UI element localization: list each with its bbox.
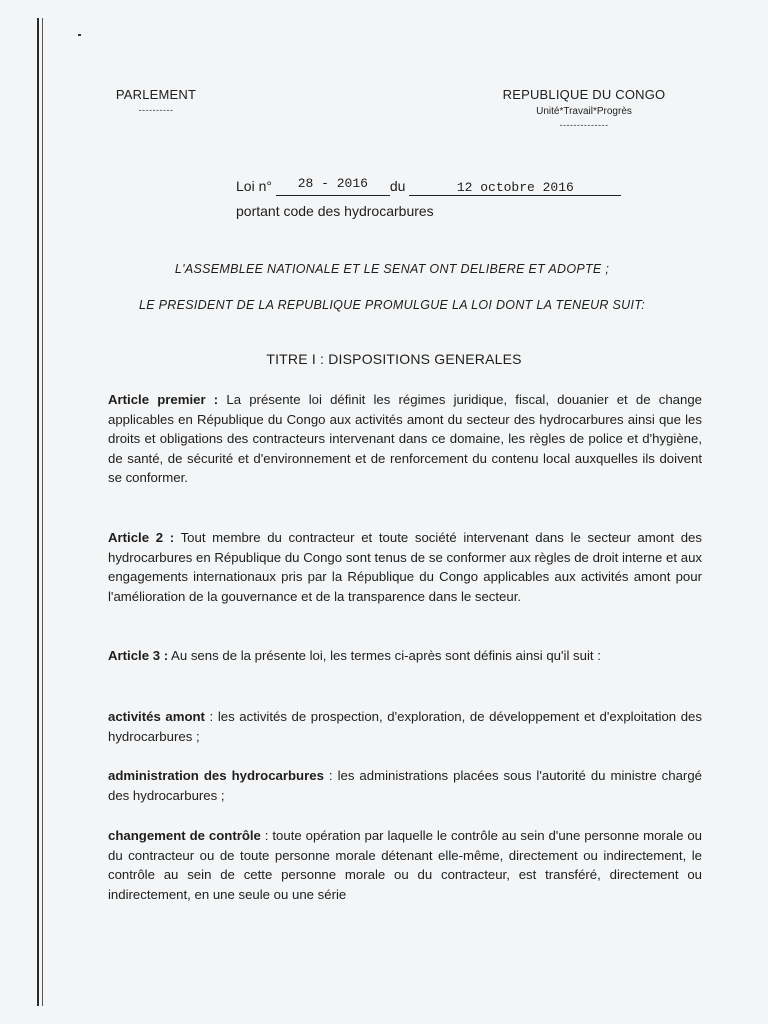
article-3 [108, 646, 702, 666]
section-title: TITRE I : DISPOSITIONS GENERALES [266, 351, 522, 367]
definition-text: : toute opération par laquelle le contrôle au sein d'une personne morale ou du contracteur ou de toute personne morale détenant elle-même, directement ou indirectement, le contrôle au sein de cette personne morale ou du contracteur, est transféré, directement ou indirectement, en une seule ou une série [108, 828, 702, 902]
law-number-field [276, 176, 390, 196]
binding-edge-line [37, 18, 39, 1006]
national-motto: Unité*Travail*Progrès [536, 106, 632, 117]
definition-changement-controle [108, 826, 702, 904]
definition-activites-amont [108, 707, 702, 746]
definition-text: : les activités de prospection, d'exploration, de développement et d'exploitation des hydrocarbures ; [108, 709, 702, 744]
binding-edge-line-inner [42, 18, 43, 1006]
law-date-field [409, 181, 621, 196]
article-premier [108, 390, 702, 488]
article-3-heading: Article 3 : [108, 648, 169, 663]
parliament-title: PARLEMENT [115, 87, 197, 102]
article-2-heading: Article 2 : [108, 530, 175, 545]
preamble-line-1: L'ASSEMBLEE NATIONALE ET LE SENAT ONT DELIBERE ET ADOPTE ; [174, 262, 610, 276]
definition-term: activités amont [108, 709, 205, 724]
law-du: du [389, 178, 406, 194]
definition-text: : les administrations placées sous l'autorité du ministre chargé des hydrocarbures ; [108, 768, 702, 803]
header-right [492, 87, 676, 130]
scan-speck [78, 34, 81, 36]
header-left [108, 87, 204, 115]
law-reference-line [236, 178, 621, 196]
article-3-text: Au sens de la présente loi, les termes ci-après sont définis ainsi qu'il suit : [168, 648, 601, 663]
law-number: 28 - 2016 [297, 176, 368, 191]
header-left-rule: ---------- [138, 105, 174, 115]
article-2-text: Tout membre du contracteur et toute société intervenant dans le secteur amont des hydrocarbures en République du Congo sont tenus de se conformer aux règles de droit interne et aux engagements internationaux pris par la République du Congo applicables aux activités amont pour l'amélioration de la gouvernance et de la transparence dans le secteur. [108, 530, 702, 604]
definition-administration [108, 766, 702, 805]
definition-term: administration des hydrocarbures [108, 768, 324, 783]
preamble-line-2: LE PRESIDENT DE LA REPUBLIQUE PROMULGUE LA LOI DONT LA TENEUR SUIT: [138, 298, 646, 312]
republic-title: REPUBLIQUE DU CONGO [502, 87, 666, 102]
definition-term: changement de contrôle [108, 828, 261, 843]
article-2 [108, 528, 702, 606]
law-subtitle: portant code des hydrocarbures [236, 203, 434, 219]
article-premier-heading: Article premier : [108, 392, 219, 407]
law-prefix: Loi n° [236, 178, 272, 194]
article-premier-text: La présente loi définit les régimes juridique, fiscal, douanier et de change applicables en République du Congo aux activités amont du secteur des hydrocarbures ainsi que les droits et obligations des contracteurs intervenant dans ce domaine, les règles de police et d'hygiène, de santé, de sécurité et d'environnement et de renforcement du contenu local auxquelles ils doivent se conformer. [108, 392, 702, 486]
header-right-rule: -------------- [559, 120, 609, 130]
law-date: 12 octobre 2016 [456, 180, 574, 195]
